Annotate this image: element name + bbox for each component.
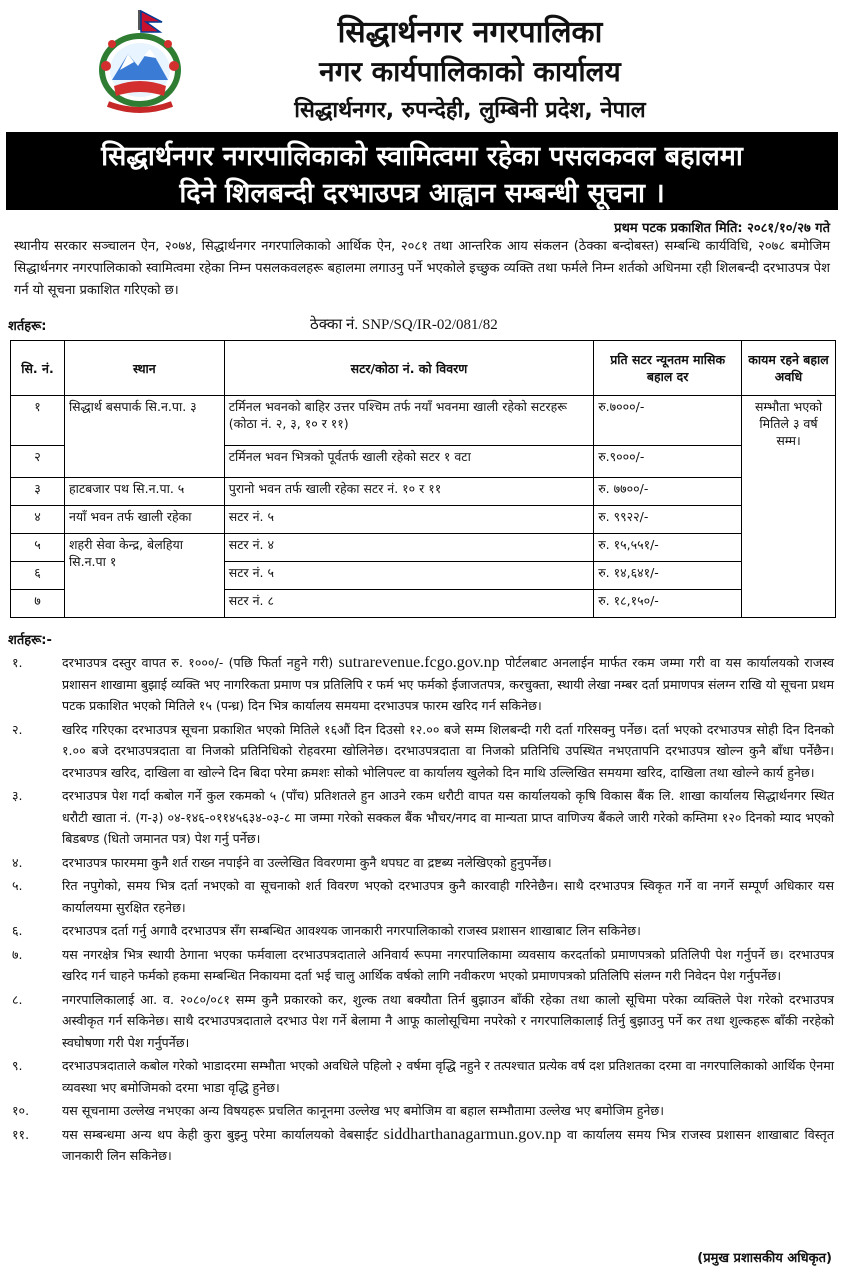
term-text: यस नगरक्षेत्र भित्र स्थायी ठेगाना भएका फर्मवाला दरभाउपत्रदाताले अनिवार्य रूपमा नगरपालिकामा व्यवसाय करदर्ताको प्रमाणपत्रको प्रतिलिपी पेश गर्नुपर्ने छ। दरभाउपत्र खरिद गर्न चाहने फर्मको हकमा सम्बन्धित निकायमा दर्ता भई चालु आर्थिक वर्षको लागि नवीकरण भएको प्रमाणपत्रको प्रतिलिपि संलग्न गरी निवेदन पेश गर्नुपर्नेछ। <box>62 946 834 983</box>
table-header-row <box>11 341 836 396</box>
cell-rate: रु. ९९२२/- <box>594 506 742 534</box>
term-text: यस सम्बन्धमा अन्य थप केही कुरा बुझ्नु परेमा कार्यालयको वेबसाईट <box>62 1126 378 1142</box>
list-item <box>8 652 834 717</box>
list-item <box>8 1100 834 1122</box>
cell-sn: ३ <box>11 478 65 506</box>
cell-rate: रु. १४,६४१/- <box>594 562 742 590</box>
notice-title-banner <box>6 132 838 210</box>
col-header-sn: सि. नं. <box>11 341 65 396</box>
letterhead <box>0 0 844 132</box>
cell-rate: रु. ७७००/- <box>594 478 742 506</box>
cell-desc: टर्मिनल भवनको बाहिर उत्तर पश्चिम तर्फ नयाँ भवनमा खाली रहेको सटरहरू (कोठा नं. २, ३, १० र ११) <box>224 396 593 446</box>
list-item <box>8 920 834 942</box>
term-number: ५. <box>12 878 23 893</box>
term-text: वा कार्यालय समय भित्र राजस्व प्रशासन शाखाबाट विस्तृत जानकारी लिन सकिनेछ। <box>62 1126 835 1163</box>
cell-place: नयाँ भवन तर्फ खाली रहेका <box>64 506 224 534</box>
col-header-desc: सटर/कोठा नं. को विवरण <box>224 341 593 396</box>
cell-rate: रु.९०००/- <box>594 446 742 478</box>
shutter-table <box>10 340 836 618</box>
term-number: १. <box>12 655 23 670</box>
list-item <box>8 785 834 850</box>
terms-label: शर्तहरू:- <box>8 633 52 648</box>
term-text: दरभाउपत्र फारममा कुनै शर्त राख्न नपाईने वा उल्लेखित विवरणमा कुनै थपघट वा द्रष्टब्य नलेखिएको हुनुपर्नेछ। <box>62 854 552 870</box>
conditions-label: शर्तहरू: <box>8 319 47 334</box>
cell-desc: पुरानो भवन तर्फ खाली रहेका सटर नं. १० र ११ <box>224 478 593 506</box>
list-item <box>8 1124 834 1167</box>
cell-rate: रु.७०००/- <box>594 396 742 446</box>
intro-paragraph: स्थानीय सरकार सञ्चालन ऐन, २०७४, सिद्धार्थनगर नगरपालिकाको आर्थिक ऐन, २०८१ तथा आन्तरिक आय संकलन (ठेक्का बन्दोबस्त) सम्बन्धि कार्यविधि, २०७८ बमोजिम सिद्धार्थनगर नगरपालिकाको स्वामित्वमा रहेका निम्न पसलकवलहरू बहालमा लगाउनु पर्ने भएकोले इच्छुक व्यक्ति तथा फर्मले निम्न शर्तको अधिनमा रही शिलबन्दी दरभाउपत्र पेश गर्न यो सूचना प्रकाशित गरिएको छ। <box>14 239 830 298</box>
cell-desc: सटर नं. ८ <box>224 590 593 618</box>
term-number: ४. <box>12 854 23 870</box>
term-text: यस सूचनामा उल्लेख नभएका अन्य विषयहरू प्रचलित कानूनमा उल्लेख भए बमोजिम वा बहाल सम्भौतामा उल्लेख भए बमोजिम हुनेछ। <box>62 1103 664 1118</box>
table-row <box>11 506 836 534</box>
term-text: दरभाउपत्र पेश गर्दा कबोल गर्ने कुल रकमको ५ (पाँच) प्रतिशतले हुन आउने रकम धरौटी वापत यस कार्यालयको कृषि विकास बैंक लि. शाखा कार्यालय सिद्धार्थनगर स्थित धरौटी खाता नं. (ग-३) ०४-१४६-०११४५६३४-०३-८ मा जम्मा गरेको सक्कल बैंक भौचर/नगद वा मान्यता प्राप्त वाणिज्य बैंकले जारी गरेको कम्तिमा १२० दिनको म्याद भएको बिडबण्ड (धितो जमानत पत्र) पेश गर्नु पर्नेछ। <box>62 788 834 846</box>
list-item <box>8 875 834 918</box>
term-number: ३. <box>12 788 23 803</box>
list-item <box>8 852 834 874</box>
term-text: दरभाउपत्रदाताले कबोल गरेको भाडादरमा सम्भौता भएको अवधिले पहिलो २ वर्षमा वृद्धि नहुने र तत्पश्चात प्रत्येक वर्ष दश प्रतिशतका दरमा वा नगरपालिकाको आर्थिक ऐनमा व्यवस्था भए बमोजिमको दरमा भाडा वृद्धि हुनेछ। <box>62 1058 834 1095</box>
cell-sn: ७ <box>11 590 65 618</box>
cell-desc: सटर नं. ५ <box>224 562 593 590</box>
notice-title-line1: सिद्धार्थनगर नगरपालिकाको स्वामित्वमा रहेका पसलकवल बहालमा <box>101 141 743 172</box>
cell-sn: १ <box>11 396 65 446</box>
term-number: ११. <box>12 1126 30 1142</box>
cell-desc: सटर नं. ५ <box>224 506 593 534</box>
signoff: (प्रमुख प्रशासकीय अधिकृत) <box>697 1251 832 1266</box>
term-text: पोर्टलबाट अनलाईन मार्फत रकम जम्मा गरी वा यस कार्यालयको राजस्व प्रशासन शाखामा बुझाई व्यक्ति भए नागरिकता प्रमाण पत्र प्रतिलिपि र फर्म भए फर्मको ईजाजतपत्र, करचुक्ता, स्थायी लेखा नम्बर दर्ता प्रमाणपत्र संलग्न राखि यो सूचना प्रथम पटक प्रकाशित भएको मितिले १५ (पन्ध्र) दिन भित्र कार्यालय समयमा दरभाउपत्र फारम खरिद गर्न सकिनेछ। <box>62 655 834 713</box>
term-number: २. <box>12 721 23 737</box>
col-header-duration: कायम रहने बहाल अवधि <box>742 341 836 396</box>
table-row <box>11 396 836 446</box>
term-number: ८. <box>12 991 23 1007</box>
list-item <box>8 719 834 784</box>
term-text: रित नपुगेको, समय भित्र दर्ता नभएको वा सूचनाको शर्त विवरण भएको दरभाउपत्र कुनै कारवाही गरिनेछैन। साथै दरभाउपत्र स्विकृत गर्ने वा नगर्ने सम्पूर्ण अधिकार यस कार्यालयमा सुरक्षित रहनेछ। <box>62 878 834 915</box>
term-text: दरभाउपत्र दस्तुर वापत रु. १०००/- (पछि फिर्ता नहुने गरी) <box>62 655 334 670</box>
notice-title-line2: दिने शिलबन्दी दरभाउपत्र आह्वान सम्बन्धी सूचना । <box>179 178 665 209</box>
publication-date: प्रथम पटक प्रकाशित मिति: २०८१/१०/२७ गते <box>614 221 830 236</box>
office-address: सिद्धार्थनगर, रुपन्देही, लुम्बिनी प्रदेश, नेपाल <box>294 98 646 123</box>
cell-sn: ४ <box>11 506 65 534</box>
revenue-portal-link[interactable]: sutrarevenue.fcgo.gov.np <box>338 654 500 671</box>
term-number: १०. <box>12 1103 30 1118</box>
office-name: नगर कार्यपालिकाको कार्यालय <box>319 55 621 88</box>
table-row <box>11 534 836 562</box>
term-number: ६. <box>12 923 23 938</box>
municipality-website-link[interactable]: siddharthanagarmun.gov.np <box>383 1125 562 1143</box>
cell-place: शहरी सेवा केन्द्र, बेलहिया सि.न.पा १ <box>64 534 224 618</box>
term-number: ९. <box>12 1058 23 1073</box>
nepal-emblem-icon <box>90 8 190 118</box>
cell-sn: २ <box>11 446 65 478</box>
terms-list <box>8 652 834 1169</box>
list-item <box>8 1055 834 1098</box>
cell-sn: ५ <box>11 534 65 562</box>
term-text: खरिद गरिएका दरभाउपत्र सूचना प्रकाशित भएको मितिले १६औं दिन दिउसो १२.०० बजे सम्म शिलबन्दी गरी दर्ता गरिसक्नु पर्नेछ। दर्ता भएको दरभाउपत्र सोही दिन दिनको १.०० बजे दरभाउपत्रदाता वा निजको प्रतिनिधिको रोहवरमा खोलिनेछ। दरभाउपत्रदाता वा निजको प्रतिनिधि उपस्थित नभएतापनि दरभाउपत्र खोल्न कुनै बाँधा पर्नेछैन। दरभाउपत्र खरिद, दाखिला वा खोल्ने दिन बिदा परेमा क्रमशः सोको भोलिपल्ट वा कार्यालय खुलेको दिन माथि उल्लिखित समयमा खरिद, दाखिला तथा खोल्ने कार्य हुनेछ। <box>62 721 834 780</box>
col-header-rate: प्रति सटर न्यूनतम मासिक बहाल दर <box>594 341 742 396</box>
list-item <box>8 944 834 987</box>
cell-place: सिद्धार्थ बसपार्क सि.न.पा. ३ <box>64 396 224 478</box>
cell-place: हाटबजार पथ सि.न.पा. ५ <box>64 478 224 506</box>
cell-rate: रु. १८,१५०/- <box>594 590 742 618</box>
list-item <box>8 989 834 1054</box>
cell-duration: सम्भौता भएको मितिले ३ वर्ष सम्म। <box>742 396 836 618</box>
table-row <box>11 478 836 506</box>
cell-desc: सटर नं. ४ <box>224 534 593 562</box>
contract-number: ठेक्का नं. SNP/SQ/IR-02/081/82 <box>310 317 498 333</box>
term-text: दरभाउपत्र दर्ता गर्नु अगावै दरभाउपत्र सँग सम्बन्धित आवश्यक जानकारी नगरपालिकाको राजस्व प्रशासन शाखाबाट लिन सकिनेछ। <box>62 923 641 938</box>
term-number: ७. <box>12 946 23 962</box>
municipality-name: सिद्धार्थनगर नगरपालिका <box>337 15 603 50</box>
cell-rate: रु. १५,५५१/- <box>594 534 742 562</box>
col-header-place: स्थान <box>64 341 224 396</box>
cell-desc: टर्मिनल भवन भित्रको पूर्वतर्फ खाली रहेको सटर १ वटा <box>224 446 593 478</box>
term-text: नगरपालिकालाई आ. व. २०८०/०८१ सम्म कुनै प्रकारको कर, शुल्क तथा बक्यौता तिर्न बुझाउन बाँकी रहेका तथा कालो सूचिमा परेका व्यक्तिले पेश गरेको दरभाउपत्र अस्वीकृत गर्न सकिनेछ। साथै दरभाउपत्रदाताले दरभाउ पेश गर्ने बेलामा नै आफू कालोसूचिमा नपरेको र नगरपालिकालाई तिर्नु बुझाउनु पर्ने कर तथा शुल्कहरू बाँकी नरहेको स्वघोषणा गरी पेश गर्नुपर्नेछ। <box>62 991 834 1050</box>
cell-sn: ६ <box>11 562 65 590</box>
